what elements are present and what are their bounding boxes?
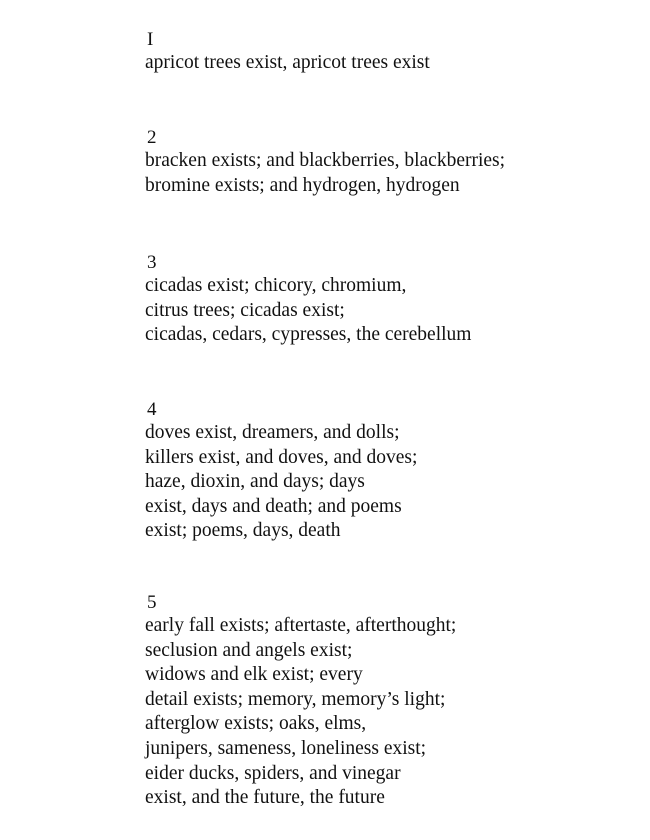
stanza-number: I <box>147 29 154 50</box>
poem-line: exist, days and death; and poems <box>145 495 402 517</box>
stanza-1 <box>145 30 625 76</box>
stanza-4 <box>145 400 625 544</box>
stanza-lines <box>145 614 625 811</box>
poem-line: bracken exists; and blackberries, blackberries; <box>145 150 506 171</box>
poem-line: eider ducks, spiders, and vinegar <box>145 762 401 784</box>
poem-line: early fall exists; aftertaste, afterthought; <box>145 615 457 636</box>
stanza-3 <box>145 253 625 348</box>
stanza-number: 2 <box>147 127 157 148</box>
poem-line: citrus trees; cicadas exist; <box>145 299 345 321</box>
poem-line: doves exist, dreamers, and dolls; <box>145 422 400 443</box>
poem-line: cicadas, cedars, cypresses, the cerebellum <box>145 324 472 346</box>
stanza-number: 5 <box>147 592 157 613</box>
stanza-number: 3 <box>147 252 157 273</box>
stanza-lines <box>145 421 625 544</box>
poem-line: killers exist, and doves, and doves; <box>145 446 418 468</box>
poem-line: bromine exists; and hydrogen, hydrogen <box>145 174 460 196</box>
poem-line: apricot trees exist, apricot trees exist <box>145 52 430 73</box>
stanza-lines <box>145 51 625 76</box>
poem-line: detail exists; memory, memory’s light; <box>145 688 446 710</box>
poem-line: haze, dioxin, and days; days <box>145 471 365 493</box>
stanza-lines <box>145 274 625 348</box>
poem-line: widows and elk exist; every <box>145 664 363 686</box>
stanza-lines <box>145 149 625 198</box>
poem-line: junipers, sameness, loneliness exist; <box>145 737 427 759</box>
stanza-2 <box>145 128 625 198</box>
poem-line: seclusion and angels exist; <box>145 639 353 661</box>
poem-line: exist; poems, days, death <box>145 520 341 542</box>
poem-line: afterglow exists; oaks, elms, <box>145 713 367 735</box>
stanza-5 <box>145 593 625 811</box>
poem-line: cicadas exist; chicory, chromium, <box>145 275 407 296</box>
stanza-number: 4 <box>147 399 157 420</box>
poem-line: exist, and the future, the future <box>145 787 385 809</box>
